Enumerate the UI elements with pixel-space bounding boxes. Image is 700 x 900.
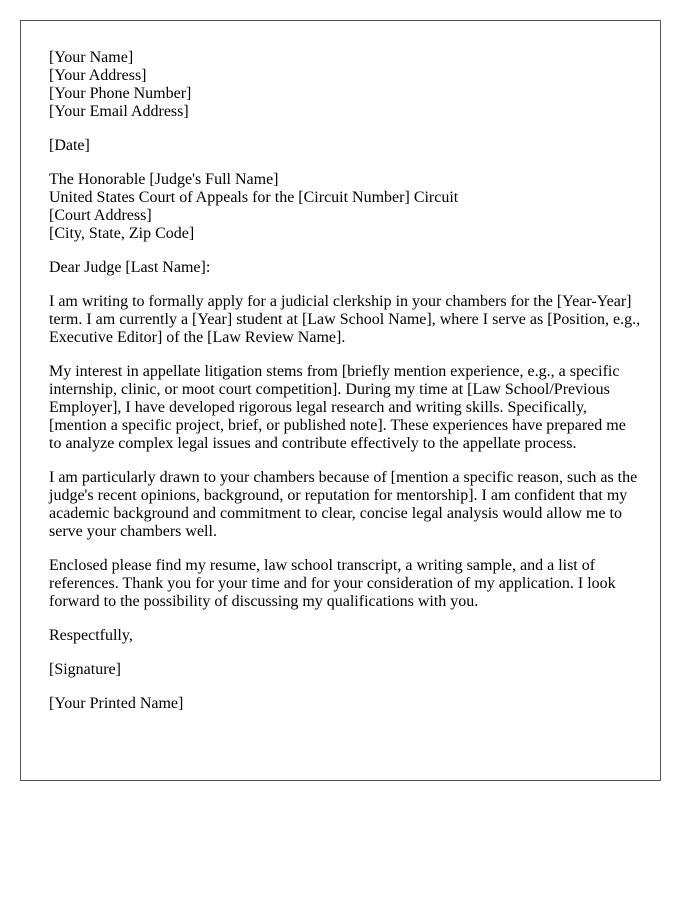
signature: [Signature] xyxy=(49,661,121,678)
body-paragraph: I am particularly drawn to your chambers because of [mention a specific reason, such as the judge's recent opinions, background, or reputation for mentorship]. I am confident that my academic background and commitment to clear, concise legal analysis would allow me to serve your chambers well. xyxy=(49,469,638,540)
recipient-block xyxy=(49,171,641,243)
sender-phone: [Your Phone Number] xyxy=(49,85,192,102)
salutation: Dear Judge [Last Name]: xyxy=(49,259,211,276)
body-paragraph: I am writing to formally apply for a judicial clerkship in your chambers for the [Year-Year] term. I am currently a [Year] student at [Law School Name], where I serve as [Position, e.g., Executive Editor] of the [Law Review Name]. xyxy=(49,293,641,346)
letter-date: [Date] xyxy=(49,137,90,154)
body-paragraph: Enclosed please find my resume, law school transcript, a writing sample, and a list of references. Thank you for your time and for your consideration of my application. I look forward to the possibility of discussing my qualifications with you. xyxy=(49,557,616,610)
recipient-address: [Court Address] xyxy=(49,207,152,224)
sender-email: [Your Email Address] xyxy=(49,103,189,120)
printed-name: [Your Printed Name] xyxy=(49,695,184,712)
letter-page xyxy=(20,20,661,781)
body-paragraph: My interest in appellate litigation stems from [briefly mention experience, e.g., a specific internship, clinic, or moot court competition]. During my time at [Law School/Previous Employer], I have developed rigorous legal research and writing skills. Specifically, [mention a specific project, brief, or published note]. These experiences have prepared me to analyze complex legal issues and contribute effectively to the appellate process. xyxy=(49,363,626,452)
recipient-city: [City, State, Zip Code] xyxy=(49,225,195,242)
sender-address: [Your Address] xyxy=(49,67,147,84)
letter-content xyxy=(49,49,641,729)
sender-block xyxy=(49,49,641,121)
recipient-name: The Honorable [Judge's Full Name] xyxy=(49,171,279,188)
sender-name: [Your Name] xyxy=(49,49,134,66)
closing: Respectfully, xyxy=(49,627,133,644)
recipient-court: United States Court of Appeals for the [Circuit Number] Circuit xyxy=(49,189,459,206)
